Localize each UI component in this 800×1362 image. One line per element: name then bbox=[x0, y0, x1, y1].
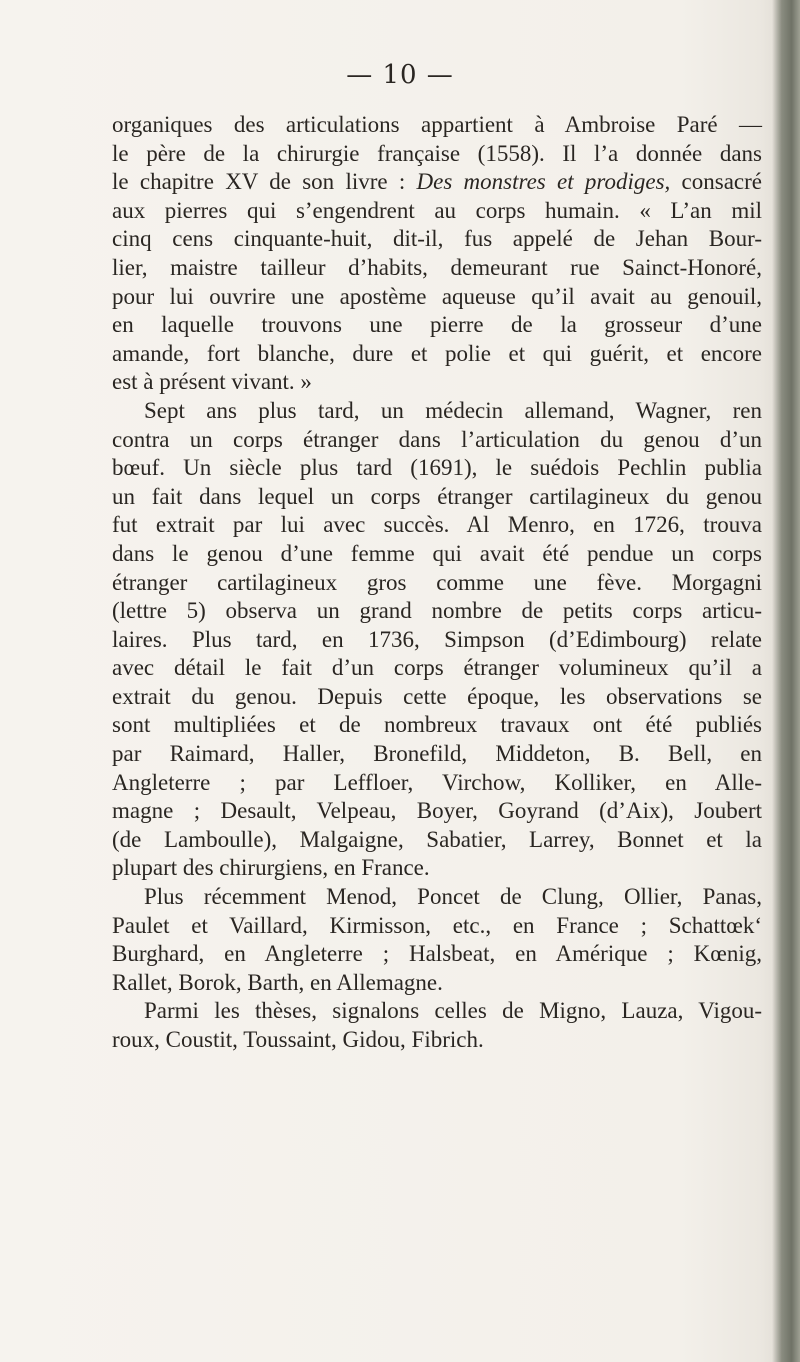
text-line: Burghard, en Angleterre ; Halsbeat, en Amérique ; Kœnig, bbox=[112, 941, 762, 967]
text-line: un fait dans lequel un corps étranger cartilagineux du genou bbox=[112, 483, 762, 509]
book-title-italic: Des monstres et prodiges, bbox=[416, 169, 671, 195]
text-line: extrait du genou. Depuis cette époque, les observations se bbox=[112, 683, 762, 709]
text-segment: consacré bbox=[670, 169, 762, 195]
text-line: par Raimard, Haller, Bronefild, Middeton, B. Bell, en bbox=[112, 741, 762, 767]
text-line: fut extrait par lui avec succès. Al Menro, en 1726, trouva bbox=[112, 512, 762, 538]
text-line: Angleterre ; par Leffloer, Virchow, Kolliker, en Alle- bbox=[112, 769, 762, 795]
text-line: pour lui ouvrire une apostème aqueuse qu’il avait au genouil, bbox=[112, 283, 762, 309]
text-line: Sept ans plus tard, un médecin allemand, Wagner, ren bbox=[144, 397, 762, 423]
text-line: aux pierres qui s’engendrent au corps humain. « L’an mil bbox=[112, 197, 762, 223]
body-text bbox=[112, 111, 762, 1055]
text-line: magne ; Desault, Velpeau, Boyer, Goyrand (d’Aix), Joubert bbox=[112, 798, 762, 824]
text-line: sont multipliées et de nombreux travaux ont été publiés bbox=[112, 712, 762, 738]
text-line: (de Lamboulle), Malgaigne, Sabatier, Larrey, Bonnet et la bbox=[112, 826, 762, 852]
text-line: Plus récemment Menod, Poncet de Clung, Ollier, Panas, bbox=[144, 884, 762, 910]
text-line: dans le genou d’une femme qui avait été pendue un corps bbox=[112, 540, 762, 566]
page-binding-edge bbox=[772, 0, 800, 1362]
text-line: roux, Coustit, Toussaint, Gidou, Fibrich. bbox=[112, 1027, 484, 1052]
text-segment: le chapitre XV de son livre : bbox=[112, 169, 417, 195]
text-line: Paulet et Vaillard, Kirmisson, etc., en France ; Schattœk‘ bbox=[112, 912, 762, 938]
text-line: étranger cartilagineux gros comme une fève. Morgagni bbox=[112, 569, 762, 595]
text-line: Parmi les thèses, signalons celles de Migno, Lauza, Vigou- bbox=[144, 998, 762, 1024]
text-line: Rallet, Borok, Barth, en Allemagne. bbox=[112, 969, 443, 995]
text-line: laires. Plus tard, en 1736, Simpson (d’Edimbourg) relate bbox=[112, 626, 762, 652]
text-line: le père de la chirurgie française (1558). Il l’a donnée dans bbox=[112, 140, 762, 166]
text-line: (lettre 5) observa un grand nombre de petits corps articu- bbox=[112, 598, 762, 624]
text-line: plupart des chirurgiens, en France. bbox=[112, 855, 430, 881]
text-line: lier, maistre tailleur d’habits, demeurant rue Sainct-Honoré, bbox=[112, 254, 762, 280]
text-line: avec détail le fait d’un corps étranger volumineux qu’il a bbox=[112, 655, 762, 681]
text-line bbox=[112, 168, 762, 197]
text-line: cinq cens cinquante-huit, dit-il, fus appelé de Jehan Bour- bbox=[112, 226, 762, 252]
text-line: en laquelle trouvons une pierre de la grosseur d’une bbox=[112, 312, 762, 338]
text-line: bœuf. Un siècle plus tard (1691), le suédois Pechlin publia bbox=[112, 455, 762, 481]
text-line: contra un corps étranger dans l’articulation du genou d’un bbox=[112, 426, 762, 452]
text-line: amande, fort blanche, dure et polie et qui guérit, et encore bbox=[112, 340, 762, 366]
page-number: — 10 — bbox=[346, 60, 454, 90]
text-line: est à présent vivant. » bbox=[112, 369, 312, 395]
text-line: organiques des articulations appartient à Ambroise Paré — bbox=[112, 112, 762, 137]
